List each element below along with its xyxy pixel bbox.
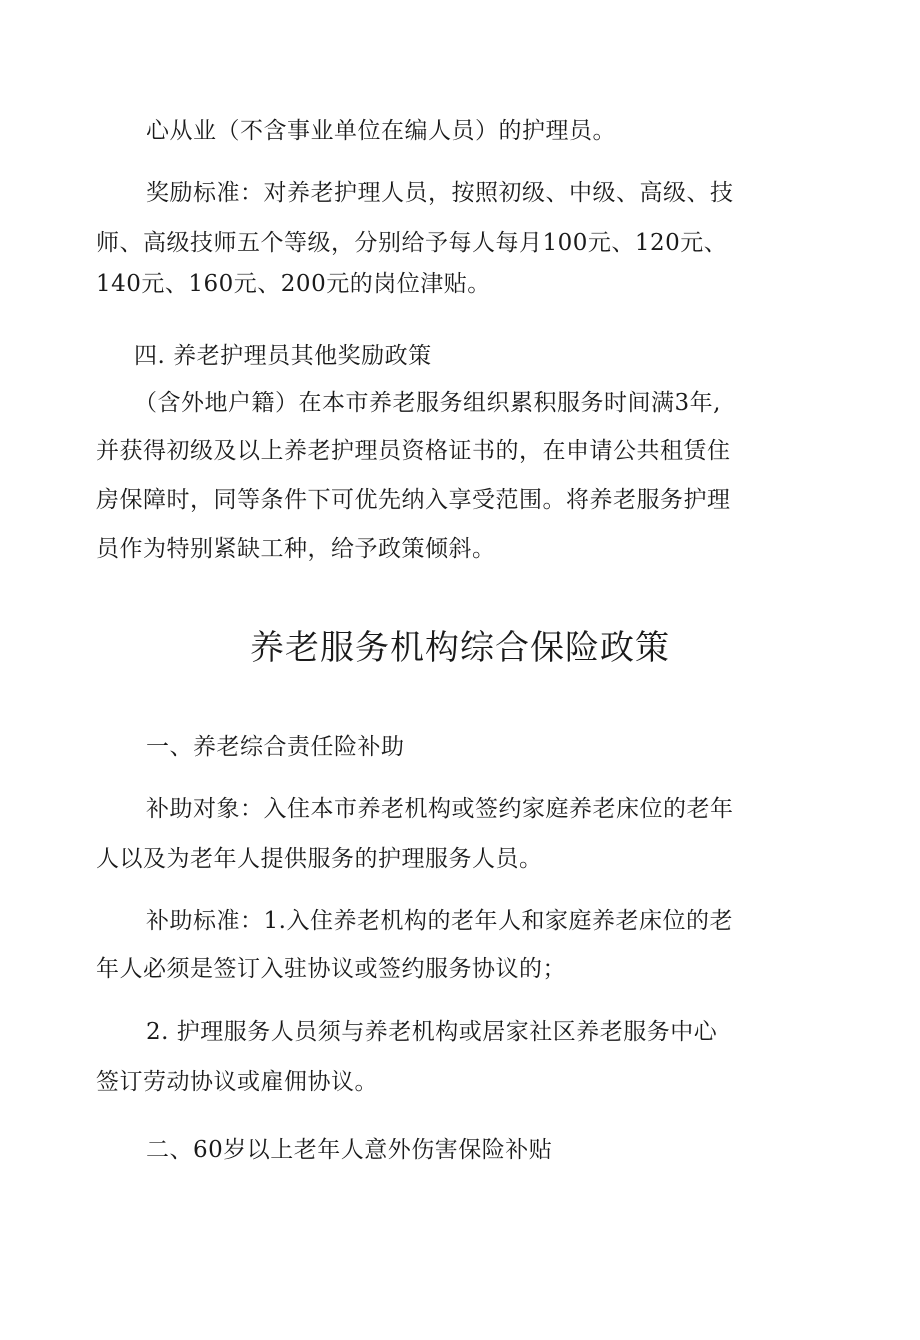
paragraph-line: 2. 护理服务人员须与养老机构或居家社区养老服务中心 [146, 1019, 718, 1045]
paragraph-line: 奖励标准：对养老护理人员，按照初级、中级、高级、技 [146, 180, 734, 206]
paragraph-line: （含外地户籍）在本市养老服务组织累积服务时间满3年, [134, 390, 721, 416]
paragraph-line: 人以及为老年人提供服务的护理服务人员。 [96, 846, 543, 872]
paragraph-line: 员作为特别紧缺工种，给予政策倾斜。 [96, 536, 496, 562]
paragraph-line: 补助对象：入住本市养老机构或签约家庭养老床位的老年 [146, 796, 734, 822]
paragraph-line: 补助标准：1.入住养老机构的老年人和家庭养老床位的老 [146, 908, 733, 934]
section-heading: 一、养老综合责任险补助 [146, 734, 405, 760]
section-title: 养老服务机构综合保险政策 [250, 628, 670, 668]
paragraph-line: 签订劳动协议或雇佣协议。 [96, 1069, 378, 1095]
paragraph-line: 年人必须是签订入驻协议或签约服务协议的； [96, 956, 566, 982]
paragraph-line: 并获得初级及以上养老护理员资格证书的，在申请公共租赁住 [96, 438, 731, 464]
paragraph-line: 师、高级技师五个等级，分别给予每人每月100元、120元、 [96, 230, 728, 256]
paragraph-line: 140元、160元、200元的岗位津贴。 [96, 271, 491, 297]
paragraph-line: 心从业（不含事业单位在编人员）的护理员。 [146, 118, 616, 144]
paragraph-line: 房保障时，同等条件下可优先纳入享受范围。将养老服务护理 [96, 487, 731, 513]
section-heading: 二、60岁以上老年人意外伤害保险补贴 [146, 1137, 553, 1163]
section-heading: 四. 养老护理员其他奖励政策 [134, 343, 432, 369]
